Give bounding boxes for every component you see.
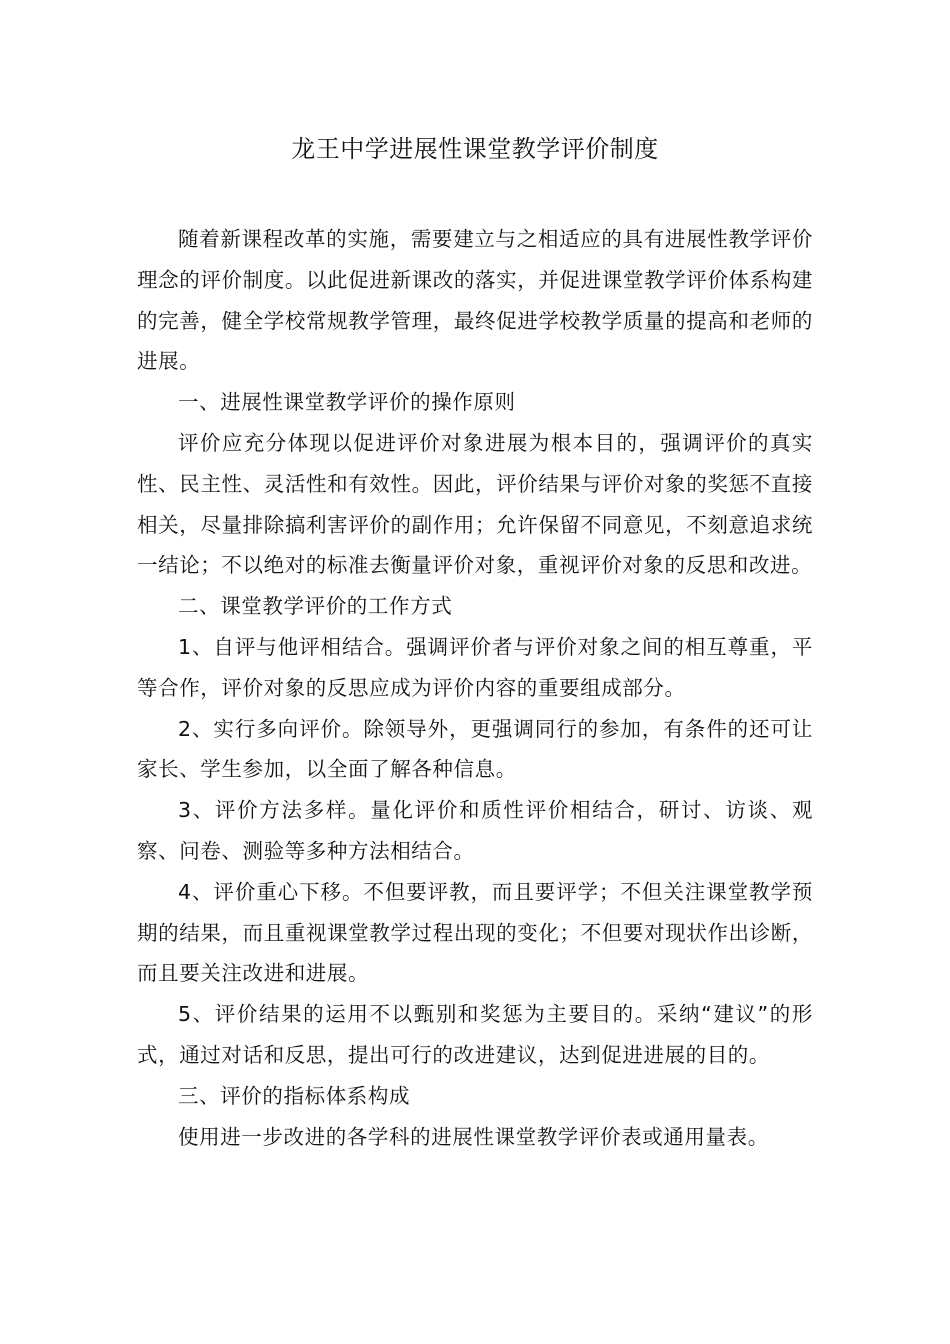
section2-item-3: 3、评价方法多样。量化评价和质性评价相结合，研讨、访谈、观察、问卷、测验等多种方法相结合。 bbox=[137, 798, 813, 863]
intro-paragraph: 随着新课程改革的实施，需要建立与之相适应的具有进展性教学评价理念的评价制度。以此促进新课改的落实，并促进课堂教学评价体系构建的完善，健全学校常规教学管理，最终促进学校教学质量的提高和老师的进展。 bbox=[137, 227, 813, 374]
section3-paragraph: 使用进一步改进的各学科的进展性课堂教学评价表或通用量表。 bbox=[178, 1124, 769, 1149]
document-title: 龙王中学进展性课堂教学评价制度 bbox=[291, 135, 659, 163]
section1-heading: 一、进展性课堂教学评价的操作原则 bbox=[178, 390, 516, 415]
section2-item-4: 4、评价重心下移。不但要评教，而且要评学；不但关注课堂教学预期的结果，而且重视课堂教学过程出现的变化；不但要对现状作出诊断，而且要关注改进和进展。 bbox=[137, 879, 813, 986]
section2-heading: 二、课堂教学评价的工作方式 bbox=[178, 594, 453, 619]
section1-paragraph: 评价应充分体现以促进评价对象进展为根本目的，强调评价的真实性、民主性、灵活性和有效性。因此，评价结果与评价对象的奖惩不直接相关，尽量排除搞利害评价的副作用；允许保留不同意见，不刻意追求统一结论；不以绝对的标准去衡量评价对象，重视评价对象的反思和改进。 bbox=[137, 430, 813, 578]
section2-item-5: 5、评价结果的运用不以甄别和奖惩为主要目的。采纳“建议”的形式，通过对话和反思，提出可行的改进建议，达到促进进展的目的。 bbox=[137, 1002, 813, 1067]
section2-item-2: 2、实行多向评价。除领导外，更强调同行的参加，有条件的还可让家长、学生参加，以全面了解各种信息。 bbox=[137, 716, 813, 782]
document-body bbox=[137, 219, 813, 1157]
section3-heading: 三、评价的指标体系构成 bbox=[178, 1083, 411, 1108]
section2-item-1: 1、自评与他评相结合。强调评价者与评价对象之间的相互尊重，平等合作，评价对象的反思应成为评价内容的重要组成部分。 bbox=[137, 634, 813, 700]
